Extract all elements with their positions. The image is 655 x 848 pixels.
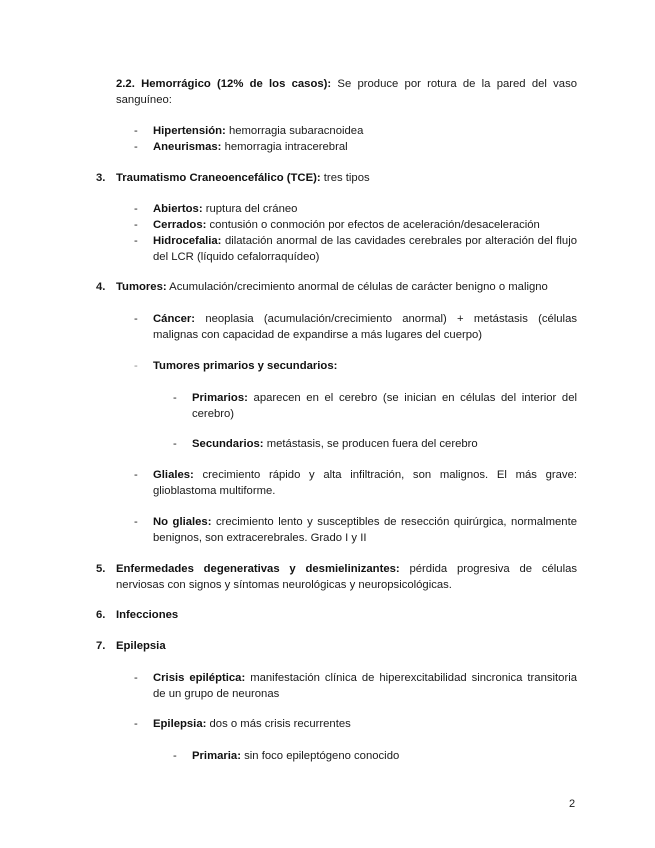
section-5-paragraph: Enfermedades degenerativas y desmielinizantes: pérdida progresiva de células nerviosas con signos y síntomas neurológicas y neuropsicológicas. — [116, 563, 578, 591]
section-3-heading-line: Traumatismo Craneoencefálico (TCE): tres tipos — [116, 172, 370, 184]
section-6-heading-line — [116, 607, 577, 623]
section-3-number: 3. — [96, 172, 106, 184]
bullet-dash: - — [134, 672, 138, 684]
section-2-2-heading: 2.2. Hemorrágico (12% de los casos): — [116, 78, 332, 90]
section-6-number: 6. — [96, 609, 106, 621]
section-2-2-text: Se produce por rotura de la pared del vaso sanguíneo: — [116, 78, 578, 106]
list-item-crisis-epileptica: Crisis epiléptica: manifestación clínica de hiperexcitabilidad sincronica transitoria de un grupo de neuronas — [153, 672, 578, 700]
list-item-tumores-primarios-secundarios: Tumores primarios y secundarios: — [153, 360, 338, 372]
list-item-abiertos: Abiertos: ruptura del cráneo — [153, 203, 298, 215]
bullet-dash: - — [134, 125, 138, 137]
list-item-hipertension: Hipertensión: hemorragia subaracnoidea — [153, 125, 364, 137]
bullet-dash: - — [134, 360, 138, 372]
list-item-primaria: Primaria: sin foco epileptógeno conocido — [192, 750, 400, 762]
bullet-dash: - — [134, 203, 138, 215]
list-item-epilepsia: Epilepsia: dos o más crisis recurrentes — [153, 718, 351, 730]
section-4-heading-line: Tumores: Acumulación/crecimiento anormal de células de carácter benigno o maligno — [116, 281, 548, 293]
list-item-cancer: Cáncer: neoplasia (acumulación/crecimiento anormal) + metástasis (células malignas con capacidad de expandirse a más lugares del cuerpo) — [153, 313, 577, 341]
section-6-heading: Infecciones — [116, 609, 179, 621]
bullet-dash: - — [134, 219, 138, 231]
bullet-dash: - — [173, 438, 177, 450]
list-item-secundarios: Secundarios: metástasis, se producen fuera del cerebro — [192, 438, 478, 450]
section-7-heading: Epilepsia — [116, 640, 166, 652]
list-item-gliales: Gliales: crecimiento rápido y alta infiltración, son malignos. El más grave: glioblastoma multiforme. — [153, 469, 577, 497]
bullet-dash: - — [134, 516, 138, 528]
bullet-dash: - — [134, 718, 138, 730]
bullet-dash: - — [134, 235, 138, 247]
bullet-dash: - — [134, 141, 138, 153]
list-item-cerrados: Cerrados: contusión o conmoción por efectos de aceleración/desaceleración — [153, 219, 540, 231]
section-3-heading: Traumatismo Craneoencefálico (TCE): — [116, 172, 321, 184]
bullet-dash: - — [173, 750, 177, 762]
section-2-2-paragraph — [116, 76, 577, 108]
list-item-primarios: Primarios: aparecen en el cerebro (se inician en células del interior del cerebro) — [192, 392, 577, 420]
section-5-heading: Enfermedades degenerativas y desmielinizantes: — [116, 563, 400, 575]
bullet-dash: - — [173, 392, 177, 404]
bullet-dash: - — [134, 469, 138, 481]
section-4-number: 4. — [96, 281, 106, 293]
bullet-dash: - — [134, 313, 138, 325]
list-item-aneurismas: Aneurismas: hemorragia intracerebral — [153, 141, 348, 153]
section-5-number: 5. — [96, 563, 106, 575]
section-4-heading: Tumores: — [116, 281, 167, 293]
section-7-heading-line — [116, 638, 577, 654]
list-item-no-gliales: No gliales: crecimiento lento y susceptibles de resección quirúrgica, normalmente benignos, son extracerebrales. Grado I y II — [153, 516, 577, 544]
list-item-hidrocefalia: Hidrocefalia: dilatación anormal de las cavidades cerebrales por alteración del flujo del LCR (líquido cefalorraquídeo) — [153, 235, 577, 263]
section-7-number: 7. — [96, 640, 106, 652]
page-number: 2 — [569, 798, 576, 810]
